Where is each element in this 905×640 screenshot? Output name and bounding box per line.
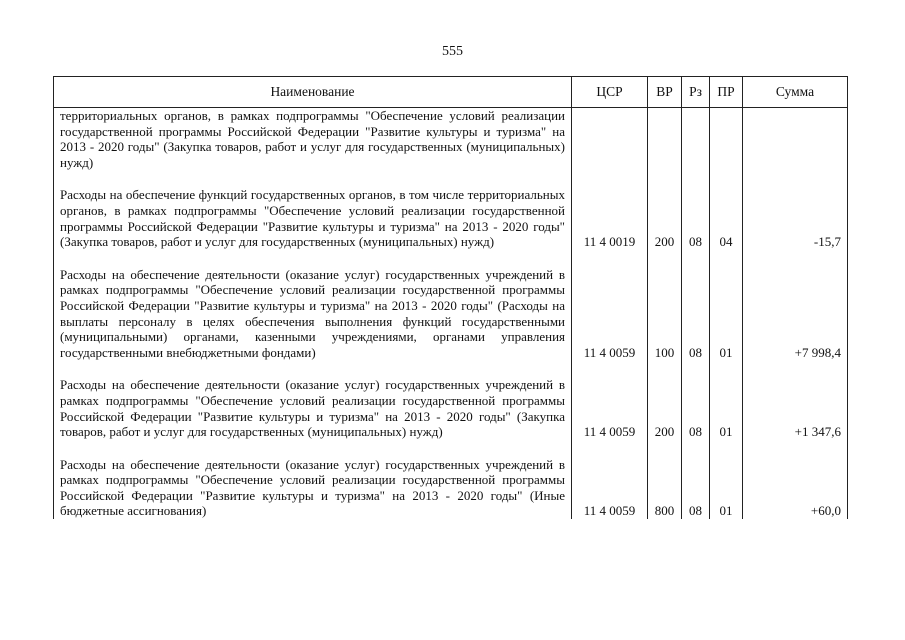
row-pr: 04 [710,187,743,249]
row-pr: 01 [710,377,743,439]
column-header-rz: Рз [682,77,710,108]
row-spacer [54,170,848,187]
row-pr: 01 [710,267,743,361]
table-row [54,108,848,171]
row-sum [743,108,848,171]
row-vr: 200 [648,187,682,249]
row-name: Расходы на обеспечение функций государственных органов, в том числе территориальных органов, в рамках подпрограммы "Обеспечение условий реализации государственной программы Российской Федерации "Развитие культуры и туризма" на 2013 - 2020 годы" (Закупка товаров, работ и услуг для государственных (муниципальных) нужд) [54,187,572,249]
table-row [54,457,848,519]
column-header-csr: ЦСР [572,77,648,108]
column-header-vr: ВР [648,77,682,108]
row-rz: 08 [682,457,710,519]
row-spacer [54,250,848,267]
row-rz [682,108,710,171]
row-csr: 11 4 0059 [572,377,648,439]
budget-table [53,76,848,519]
row-rz: 08 [682,377,710,439]
row-pr [710,108,743,171]
row-rz: 08 [682,267,710,361]
row-pr: 01 [710,457,743,519]
row-name: Расходы на обеспечение деятельности (оказание услуг) государственных учреждений в рамках подпрограммы "Обеспечение условий реализации государственной программы Российской Федерации "Развитие культуры и туризма" на 2013 - 2020 годы" (Расходы на выплаты персоналу в целях обеспечения выполнения функций государственными (муниципальными) органами, казенными учреждениями, органами управления государственными внебюджетными фондами) [54,267,572,361]
row-spacer [54,440,848,457]
row-vr: 200 [648,377,682,439]
row-rz: 08 [682,187,710,249]
table-row [54,377,848,439]
row-spacer [54,360,848,377]
row-vr [648,108,682,171]
row-vr: 800 [648,457,682,519]
row-name: Расходы на обеспечение деятельности (оказание услуг) государственных учреждений в рамках подпрограммы "Обеспечение условий реализации государственной программы Российской Федерации "Развитие культуры и туризма" на 2013 - 2020 годы" (Закупка товаров, работ и услуг для государственных (муниципальных) нужд) [54,377,572,439]
row-name: территориальных органов, в рамках подпрограммы "Обеспечение условий реализации государственной программы Российской Федерации "Развитие культуры и туризма" на 2013 - 2020 годы" (Закупка товаров, работ и услуг для государственных (муниципальных) нужд) [54,108,572,171]
row-csr: 11 4 0059 [572,457,648,519]
row-sum: +7 998,4 [743,267,848,361]
column-header-pr: ПР [710,77,743,108]
table-row [54,187,848,249]
row-sum: +60,0 [743,457,848,519]
row-csr [572,108,648,171]
row-sum: +1 347,6 [743,377,848,439]
row-sum: -15,7 [743,187,848,249]
column-header-sum: Сумма [743,77,848,108]
column-header-name: Наименование [54,77,572,108]
table-header [54,77,848,108]
row-vr: 100 [648,267,682,361]
row-csr: 11 4 0059 [572,267,648,361]
page-number: 555 [442,44,463,59]
row-name: Расходы на обеспечение деятельности (оказание услуг) государственных учреждений в рамках подпрограммы "Обеспечение условий реализации государственной программы Российской Федерации "Развитие культуры и туризма" на 2013 - 2020 годы" (Иные бюджетные ассигнования) [54,457,572,519]
table-row [54,267,848,361]
row-csr: 11 4 0019 [572,187,648,249]
